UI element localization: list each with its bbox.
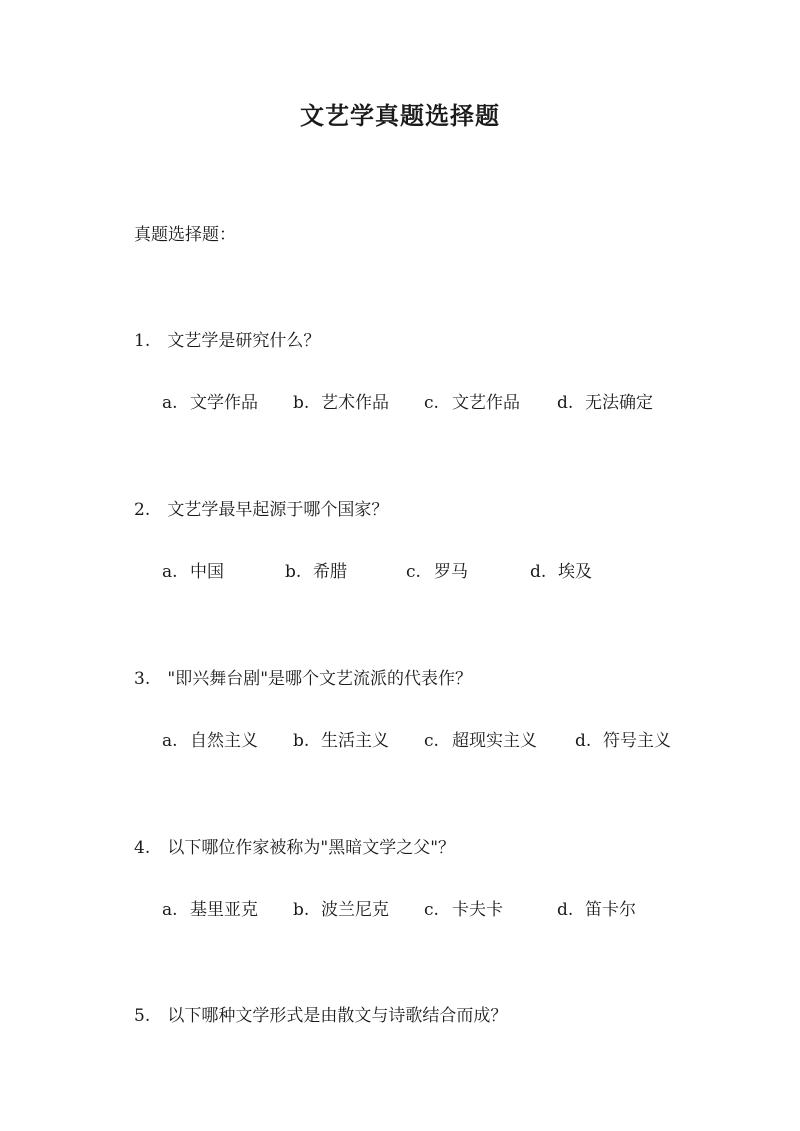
question-5: [134, 1001, 507, 1026]
option-c: c. 罗马: [406, 562, 468, 582]
section-intro: 真题选择题：: [134, 225, 236, 245]
option-a: a. 文学作品: [162, 393, 258, 413]
option-d: d. 笛卡尔: [557, 900, 636, 920]
question-2: [134, 495, 388, 520]
option-a: a. 中国: [162, 562, 224, 582]
option-d: d. 符号主义: [575, 731, 671, 751]
question-1: [134, 326, 320, 351]
question-number: 3.: [134, 669, 151, 689]
question-text: "即兴舞台剧"是哪个文艺流派的代表作？: [167, 669, 473, 689]
option-b: b. 艺术作品: [293, 393, 389, 413]
question-text: 文艺学是研究什么？: [167, 331, 321, 351]
question-number: 4.: [134, 838, 151, 858]
question-number: 1.: [134, 331, 151, 351]
question-number: 2.: [134, 500, 151, 520]
option-a: a. 基里亚克: [162, 900, 258, 920]
question-text: 以下哪位作家被称为"黑暗文学之父"？: [167, 838, 456, 858]
option-d: d. 无法确定: [557, 393, 653, 413]
option-c: c. 文艺作品: [424, 393, 520, 413]
option-c: c. 卡夫卡: [424, 900, 503, 920]
question-4: [134, 833, 455, 858]
option-b: b. 波兰尼克: [293, 900, 389, 920]
question-text: 文艺学最早起源于哪个国家？: [167, 500, 389, 520]
question-number: 5.: [134, 1006, 151, 1026]
option-b: b. 希腊: [285, 562, 347, 582]
option-a: a. 自然主义: [162, 731, 258, 751]
question-3: [134, 664, 472, 689]
option-d: d. 埃及: [530, 562, 592, 582]
option-b: b. 生活主义: [293, 731, 389, 751]
options-3: [162, 726, 722, 752]
question-text: 以下哪种文学形式是由散文与诗歌结合而成？: [167, 1006, 508, 1026]
options-1: [162, 388, 722, 414]
page-title: 文艺学真题选择题: [300, 101, 500, 130]
option-c: c. 超现实主义: [424, 731, 537, 751]
options-4: [162, 895, 722, 921]
options-2: [162, 557, 722, 583]
